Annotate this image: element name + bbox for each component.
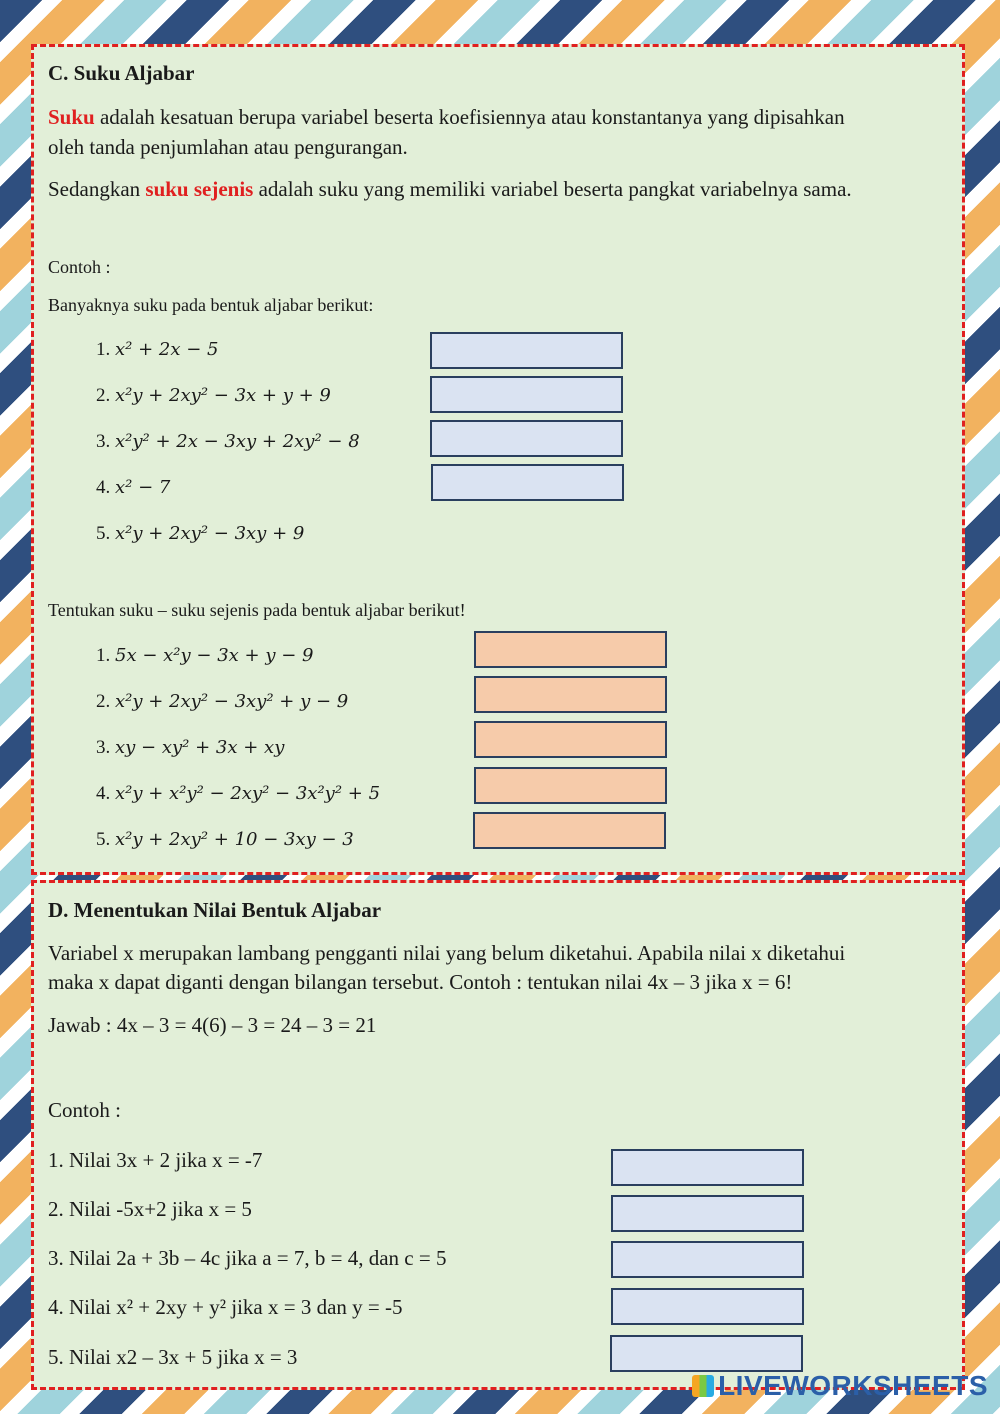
q1-item-4: 4. x² − 7 xyxy=(96,477,171,498)
d-item-5: 5. Nilai x2 – 3x + 5 jika x = 3 xyxy=(48,1345,298,1369)
q1-answer-box-4[interactable] xyxy=(431,464,624,501)
liveworksheets-logo-icon xyxy=(692,1375,714,1397)
q1-answer-box-2[interactable] xyxy=(430,376,623,413)
q1-item-5: 5. x²y + 2xy² − 3xy + 9 xyxy=(96,523,305,544)
contoh-label: Contoh : xyxy=(48,257,111,277)
q1-item-1: 1. x² + 2x − 5 xyxy=(96,339,219,360)
q1-item-2: 2. x²y + 2xy² − 3x + y + 9 xyxy=(96,385,331,406)
q1-answer-box-1[interactable] xyxy=(430,332,623,369)
section-d-answer: Jawab : 4x – 3 = 4(6) – 3 = 24 – 3 = 21 xyxy=(48,1013,377,1037)
q2-answer-box-2[interactable] xyxy=(474,676,667,713)
section-c-title: C. Suku Aljabar xyxy=(48,61,195,85)
q2-answer-box-5[interactable] xyxy=(473,812,666,849)
d-answer-box-4[interactable] xyxy=(611,1288,804,1325)
q2-answer-box-4[interactable] xyxy=(474,767,667,804)
section-d-paragraph-line1: Variabel x merupakan lambang pengganti nilai yang belum diketahui. Apabila nilai x diketahui xyxy=(48,941,846,965)
q2-item-4: 4. x²y + x²y² − 2xy² − 3x²y² + 5 xyxy=(96,783,381,804)
section-c-card xyxy=(31,44,965,875)
q2-item-2: 2. x²y + 2xy² − 3xy² + y − 9 xyxy=(96,691,349,712)
d-answer-box-1[interactable] xyxy=(611,1149,804,1186)
section-d-contoh-label: Contoh : xyxy=(48,1098,121,1122)
definition-suku: Suku adalah kesatuan berupa variabel beserta koefisiennya atau konstantanya yang dipisahkan xyxy=(48,105,845,129)
q2-instruction: Tentukan suku – suku sejenis pada bentuk aljabar berikut! xyxy=(48,600,466,620)
section-d-card xyxy=(31,880,965,1390)
section-d-title: D. Menentukan Nilai Bentuk Aljabar xyxy=(48,898,382,922)
d-item-4: 4. Nilai x² + 2xy + y² jika x = 3 dan y = -5 xyxy=(48,1295,403,1319)
q2-item-5: 5. x²y + 2xy² + 10 − 3xy − 3 xyxy=(96,829,354,850)
term-suku-sejenis: suku sejenis xyxy=(145,177,254,201)
q1-answer-box-3[interactable] xyxy=(430,420,623,457)
d-item-1: 1. Nilai 3x + 2 jika x = -7 xyxy=(48,1148,263,1172)
q2-answer-box-1[interactable] xyxy=(474,631,667,668)
d-answer-box-5[interactable] xyxy=(610,1335,803,1372)
d-item-3: 3. Nilai 2a + 3b – 4c jika a = 7, b = 4, dan c = 5 xyxy=(48,1246,447,1270)
q2-item-3: 3. xy − xy² + 3x + xy xyxy=(96,737,285,758)
definition-suku-sejenis: Sedangkan suku sejenis adalah suku yang memiliki variabel beserta pangkat variabelnya sama. xyxy=(48,177,852,201)
d-item-2: 2. Nilai -5x+2 jika x = 5 xyxy=(48,1197,252,1221)
liveworksheets-logo[interactable]: LIVEWORKSHEETS xyxy=(692,1370,988,1402)
q1-instruction: Banyaknya suku pada bentuk aljabar berikut: xyxy=(48,295,374,315)
q1-item-3: 3. x²y² + 2x − 3xy + 2xy² − 8 xyxy=(96,431,360,452)
term-suku: Suku xyxy=(48,105,95,129)
definition-suku-line2: oleh tanda penjumlahan atau pengurangan. xyxy=(48,135,408,159)
section-d-paragraph-line2: maka x dapat diganti dengan bilangan tersebut. Contoh : tentukan nilai 4x – 3 jika x = 6! xyxy=(48,970,793,994)
d-answer-box-3[interactable] xyxy=(611,1241,804,1278)
q2-answer-box-3[interactable] xyxy=(474,721,667,758)
d-answer-box-2[interactable] xyxy=(611,1195,804,1232)
q2-item-1: 1. 5x − x²y − 3x + y − 9 xyxy=(96,645,314,666)
